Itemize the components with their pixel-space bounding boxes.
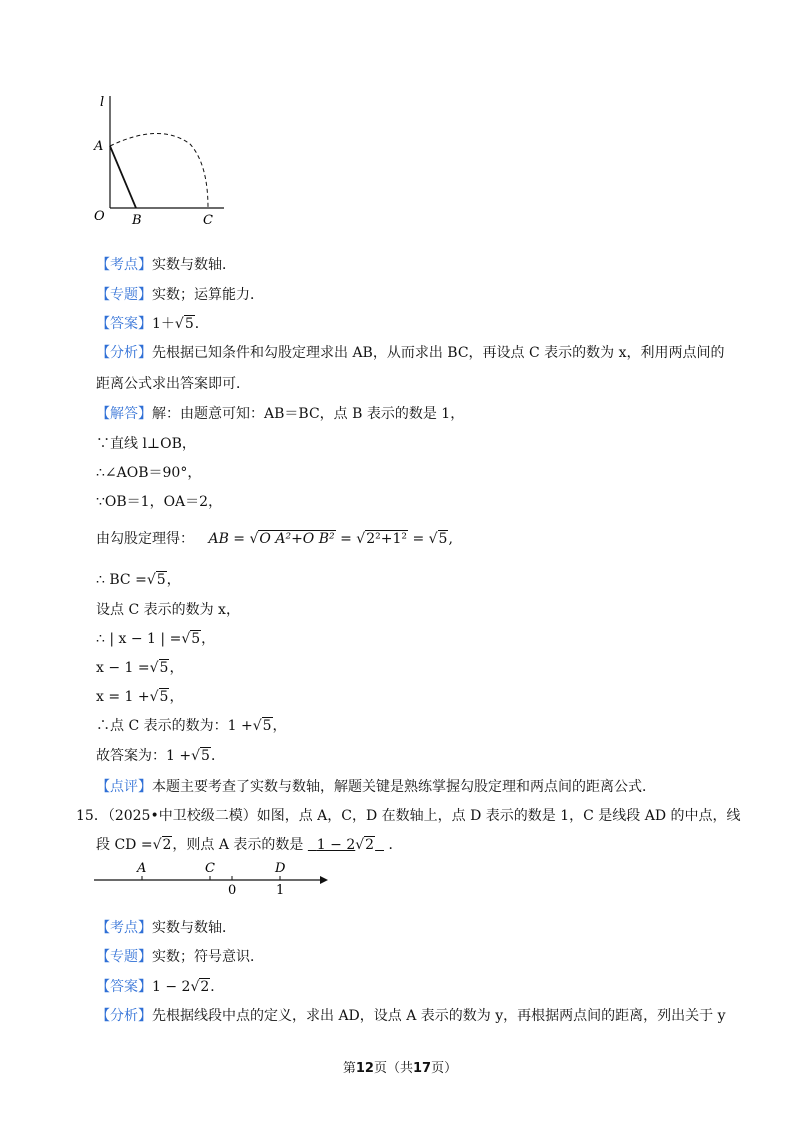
label-B: B	[132, 213, 142, 228]
step-3: ∵OB＝1，OA＝2，	[96, 494, 223, 510]
answer-blank: 1 − 2√2	[316, 837, 375, 853]
step-4: 由勾股定理得： AB = √O A²+O B² = √2²+1² = √5,	[96, 531, 453, 547]
daan-2: 【答案】1 − 2√2．	[96, 979, 225, 995]
fenxi-line: 【分析】先根据已知条件和勾股定理求出 AB，从而求出 BC，再设点 C 表示的数为 x，利用两点间的	[96, 345, 725, 361]
fenxi-line-2: 距离公式求出答案即可．	[96, 376, 250, 392]
step-7: ∴ | x − 1 | =√5，	[96, 631, 216, 647]
step-6: 设点 C 表示的数为 x，	[96, 602, 240, 618]
zhuanti-2: 【专题】实数；符号意识．	[96, 949, 264, 965]
label-C: C	[203, 213, 213, 228]
step-2: ∴∠AOB＝90°，	[96, 465, 202, 481]
nl-tick-1: 1	[276, 883, 285, 898]
step-9: x = 1 +√5，	[96, 689, 184, 705]
page-footer: 第12页（共17页）	[342, 1061, 458, 1076]
nl-label-A: A	[137, 861, 147, 876]
step-1: ∵直线 l⊥OB，	[96, 436, 196, 452]
step-11: 故答案为：1 +√5．	[96, 748, 225, 764]
step-5: ∴ BC =√5，	[96, 572, 181, 588]
daan-line: 【答案】1＋√5．	[96, 316, 209, 332]
kaodian-line: 【考点】实数与数轴．	[96, 257, 236, 273]
step-8: x − 1 =√5，	[96, 660, 184, 676]
kaodian-2: 【考点】实数与数轴．	[96, 920, 236, 936]
nl-label-D: D	[275, 861, 286, 876]
label-O: O	[94, 209, 105, 224]
dianping-line: 【点评】本题主要考查了实数与数轴，解题关键是熟练掌握勾股定理和两点间的距离公式．	[96, 779, 656, 795]
nl-label-C: C	[205, 861, 215, 876]
question-15-line-2: 段 CD =√2，则点 A 表示的数是 1 − 2√2 ．	[96, 837, 403, 853]
label-l: l	[100, 95, 105, 110]
label-A: A	[94, 139, 104, 154]
fenxi-2: 【分析】先根据线段中点的定义，求出 AD，设点 A 表示的数为 y，再根据两点间的距离，列出关于 y	[96, 1008, 726, 1024]
step-10: ∴点 C 表示的数为：1 +√5，	[96, 718, 287, 734]
figure-circle-construction	[90, 92, 230, 232]
nl-tick-0: 0	[228, 883, 237, 898]
number-line-figure	[92, 858, 332, 898]
question-15: 15．（2025•中卫校级二模）如图，点 A，C，D 在数轴上，点 D 表示的数是 1，C 是线段 AD 的中点，线	[76, 808, 741, 824]
jieda-line: 【解答】解：由题意可知：AB＝BC，点 B 表示的数是 1，	[96, 406, 465, 422]
zhuanti-line: 【专题】实数；运算能力．	[96, 287, 264, 303]
